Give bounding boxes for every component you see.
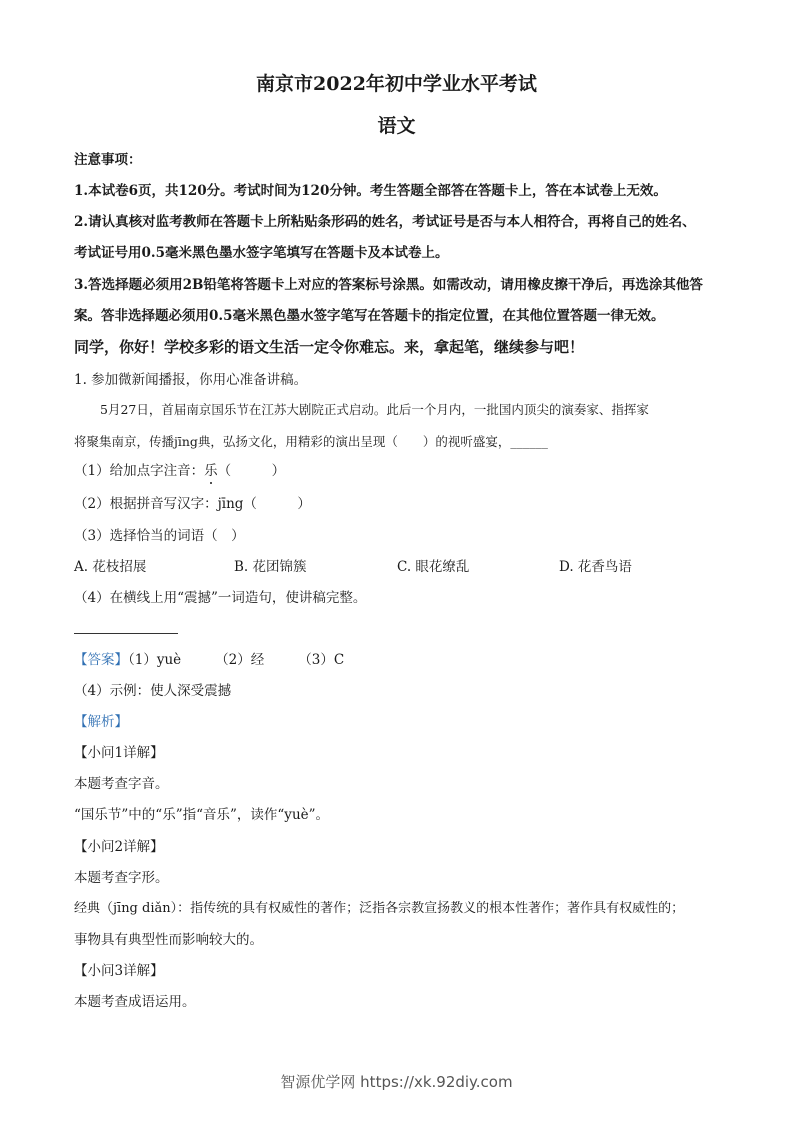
sub-question-1-suffix: （ ） bbox=[217, 463, 286, 479]
notice-item-2-line-2: 考试证号用0.5毫米黑色墨水签字笔填写在答题卡及本试卷上。 bbox=[74, 245, 449, 261]
notice-item-3-line-2: 案。答非选择题必须用0.5毫米黑色墨水签字笔写在答题卡的指定位置，在其他位置答题一律无效。 bbox=[74, 308, 665, 324]
sub-question-1 bbox=[74, 462, 285, 480]
sub-question-2: （2）根据拼音写汉字：jīng（ ） bbox=[74, 496, 311, 512]
answer-label: 【答案】 bbox=[74, 652, 128, 668]
footer-watermark: 智源优学网 https://xk.92diy.com bbox=[280, 1073, 513, 1091]
analysis-q1-line-1: 本题考查字音。 bbox=[74, 776, 169, 792]
notice-item-1: 1.本试卷6页，共120分。考试时间为120分钟。考生答题全部答在答题卡上，答在本试卷上无效。 bbox=[74, 183, 667, 199]
dotted-character: 乐 bbox=[204, 463, 218, 479]
answer-2: （2）经 bbox=[215, 652, 265, 668]
passage-line-1: 5月27日，首届南京国乐节在江苏大剧院正式启动。此后一个月内，一批国内顶尖的演奏家、指挥家 bbox=[100, 402, 649, 417]
answer-3: （3）C bbox=[298, 652, 345, 668]
notice-item-3-line-1: 3.答选择题必须用2B铅笔将答题卡上对应的答案标号涂黑。如需改动，请用橡皮擦干净后，再选涂其他答 bbox=[74, 277, 703, 293]
analysis-label: 【解析】 bbox=[74, 714, 128, 730]
sub-question-3: （3）选择恰当的词语（ ） bbox=[74, 528, 245, 544]
option-d: D. 花香鸟语 bbox=[559, 559, 632, 575]
subject-title: 语文 bbox=[377, 115, 416, 137]
analysis-q2-line-1: 本题考查字形。 bbox=[74, 870, 169, 886]
sub-question-1-prefix: （1）给加点字注音： bbox=[74, 463, 205, 479]
option-b: B. 花团锦簇 bbox=[234, 559, 307, 575]
answer-line bbox=[74, 651, 344, 669]
notice-heading: 注意事项： bbox=[74, 152, 142, 168]
analysis-q2-line-3: 事物具有典型性而影响较大的。 bbox=[74, 932, 263, 948]
answer-4: （4）示例：使人深受震撼 bbox=[74, 683, 232, 699]
passage-line-2: 将聚集南京，传播jīng典，弘扬文化，用精彩的演出呈现（ ）的视听盛宴，______ bbox=[74, 434, 548, 449]
answer-1: （1）yuè bbox=[128, 652, 182, 668]
analysis-q3-line-1: 本题考查成语运用。 bbox=[74, 994, 196, 1010]
analysis-q1-heading: 【小问1详解】 bbox=[74, 745, 164, 761]
option-c: C. 眼花缭乱 bbox=[397, 559, 470, 575]
analysis-q2-line-2: 经典（jīng diǎn）：指传统的具有权威性的著作；泛指各宗教宣扬教义的根本性著作；著作具有权威性的； bbox=[74, 901, 685, 916]
analysis-q2-heading: 【小问2详解】 bbox=[74, 839, 164, 855]
question-1-stem: 1. 参加微新闻播报，你用心准备讲稿。 bbox=[74, 372, 308, 388]
greeting: 同学，你好！学校多彩的语文生活一定令你难忘。来，拿起笔，继续参与吧！ bbox=[74, 338, 585, 356]
analysis-q3-heading: 【小问3详解】 bbox=[74, 963, 164, 979]
sub-question-4: （4）在横线上用“震撼”一词造句，使讲稿完整。 bbox=[74, 590, 367, 606]
analysis-q1-line-2: “国乐节”中的“乐”指“音乐”，读作“yuè”。 bbox=[74, 807, 330, 823]
notice-item-2-line-1: 2.请认真核对监考教师在答题卡上所粘贴条形码的姓名，考试证号是否与本人相符合，再将自己的姓名、 bbox=[74, 214, 696, 230]
option-a: A. 花枝招展 bbox=[74, 559, 147, 575]
page-title: 南京市2022年初中学业水平考试 bbox=[256, 73, 537, 95]
answer-blank-line bbox=[74, 633, 178, 634]
